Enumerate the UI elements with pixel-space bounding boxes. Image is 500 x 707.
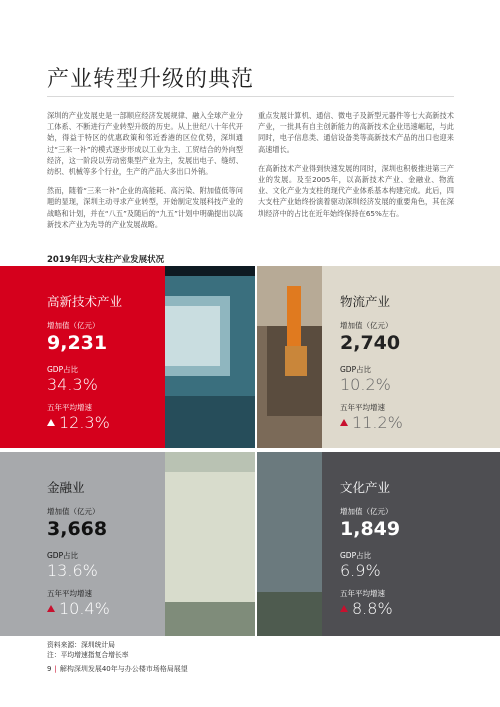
- page-number: 9: [47, 665, 52, 673]
- growth-label: 五年平均增速: [47, 403, 92, 412]
- growth-label: 五年平均增速: [47, 589, 92, 598]
- gdp-share: 34.3%: [47, 375, 98, 394]
- industry-name: 高新技术产业: [47, 294, 123, 309]
- logistics-panel: [322, 266, 500, 448]
- gdp-label: GDP占比: [340, 551, 372, 560]
- finance-panel: [0, 452, 165, 636]
- up-arrow-icon: [340, 605, 348, 612]
- value: 3,668: [47, 518, 108, 540]
- value-label: 增加值（亿元）: [47, 507, 100, 516]
- industry-grid: [0, 266, 500, 636]
- body-right-column: [258, 110, 454, 238]
- up-arrow-icon: [47, 605, 55, 612]
- value-label: 增加值（亿元）: [340, 507, 393, 516]
- value-label: 增加值（亿元）: [340, 321, 393, 330]
- value: 9,231: [47, 332, 108, 354]
- page-title: 产业转型升级的典范: [47, 67, 255, 92]
- industry-name: 物流产业: [340, 294, 391, 309]
- growth-label: 五年平均增速: [340, 403, 385, 412]
- growth-label: 五年平均增速: [340, 589, 385, 598]
- gdp-label: GDP占比: [340, 365, 372, 374]
- paragraph: 深圳的产业发展史是一部顺应经济发展规律、融入全球产业分工体系、不断进行产业转型升级的历史。从上世纪八十年代开始，得益于特区的优惠政策和邻近香港的区位优势，深圳通过“三来一补”的模式逐步形成以工业为主、工贸结合的外向型经济，这一阶段以劳动密集型产业为主，发展出电子、缝纫、纺织、机械等多个行业，生产的产品大多出口外销。: [47, 111, 243, 177]
- footer-text: 解构深圳发展40年与办公楼市场格局展望: [59, 665, 188, 673]
- hightech-panel: [0, 266, 165, 448]
- note-line: 注：平均增速指复合增长率: [47, 651, 129, 659]
- title-divider: [47, 96, 454, 97]
- source-line: 资料来源：深圳统计局: [47, 641, 115, 649]
- body-text: [47, 110, 454, 238]
- growth-rate: 12.3%: [59, 413, 110, 432]
- source-note: [47, 640, 129, 660]
- gdp-share: 6.9%: [340, 561, 381, 580]
- growth-rate: 10.4%: [59, 599, 110, 618]
- paragraph: 在高新技术产业得到快速发展的同时，深圳也积极推进第三产业的发展。及至2005年，以高新技术产业、金融业、物流业、文化产业为支柱的现代产业体系基本构建完成。此后，四大支柱产业始终扮演着驱动深圳经济发展的重要角色，其在深圳经济中的占比在近年始终保持在65%左右。: [258, 163, 454, 218]
- value: 1,849: [340, 518, 401, 540]
- value: 2,740: [340, 332, 401, 354]
- paragraph: 重点发展计算机、通信、微电子及新型元器件等七大高新技术产业，一批具有自主创新能力的高新技术企业迅速崛起，与此同时，电子信息类、通信设备类等高新技术产品的出口也迎来高速增长。: [258, 111, 454, 154]
- culture-panel: [322, 452, 500, 636]
- growth-rate: 11.2%: [352, 413, 403, 432]
- growth-rate: 8.8%: [352, 599, 393, 618]
- footer-separator: |: [54, 665, 57, 673]
- gdp-label: GDP占比: [47, 365, 79, 374]
- up-arrow-icon: [47, 419, 55, 426]
- gdp-label: GDP占比: [47, 551, 79, 560]
- value-label: 增加值（亿元）: [47, 321, 100, 330]
- body-left-column: [47, 110, 243, 238]
- up-arrow-icon: [340, 419, 348, 426]
- table-caption: 2019年四大支柱产业发展状况: [47, 255, 165, 265]
- page-footer: [47, 664, 188, 674]
- gdp-share: 13.6%: [47, 561, 98, 580]
- paragraph: 然而，随着“三来一补”企业的高能耗、高污染、附加值低等问题的显现，深圳主动寻求产业转型，开始制定发展科技产业的战略和计划，并在“八五”及随后的“九五”计划中明确提出以高新技术产业为先导的产业发展战略。: [47, 186, 243, 229]
- industry-name: 金融业: [47, 480, 85, 495]
- gdp-share: 10.2%: [340, 375, 391, 394]
- industry-name: 文化产业: [340, 480, 391, 495]
